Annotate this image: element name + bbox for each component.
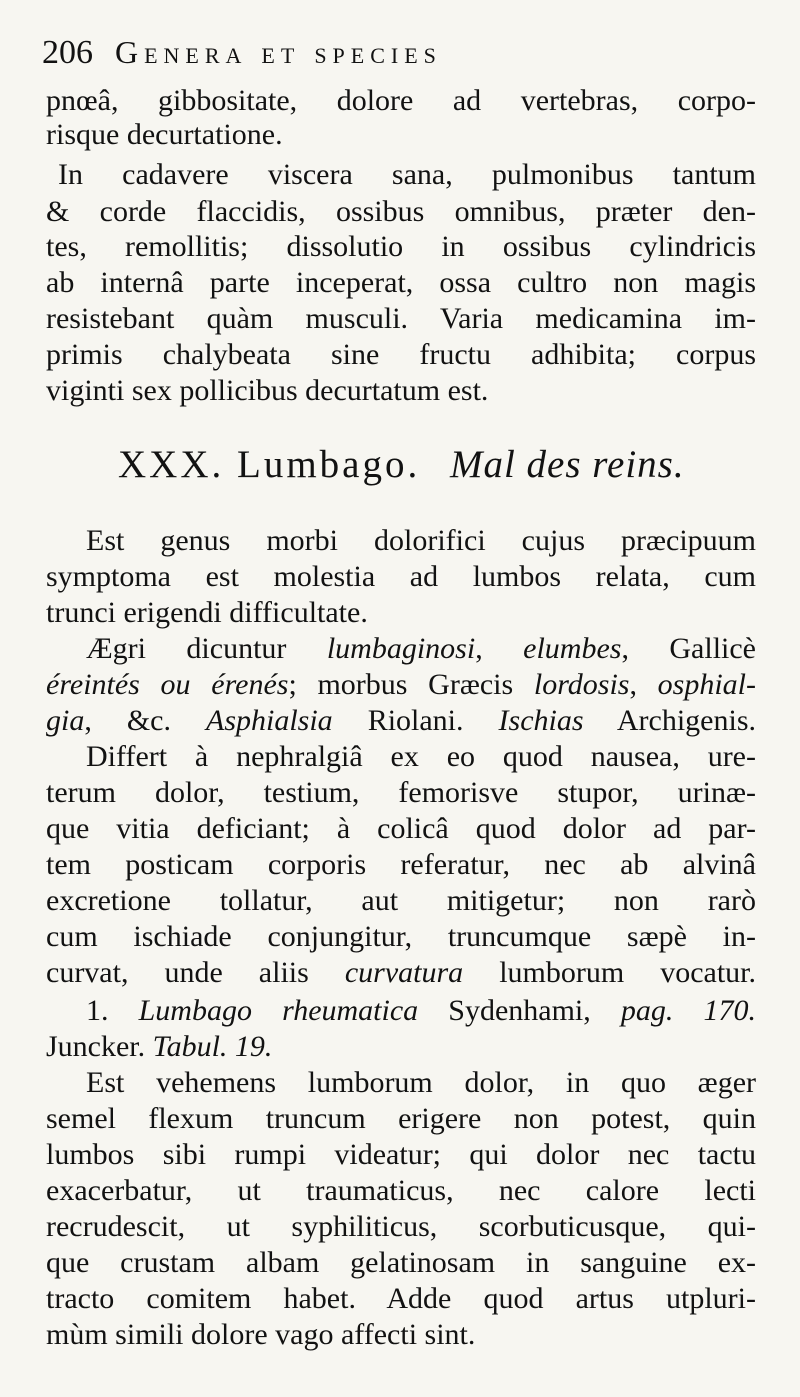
text-line: pnœâ, gibbositate, dolore ad vertebras, corpo- [46, 84, 756, 117]
text-line: symptoma est molestia ad lumbos relata, cum [46, 560, 756, 593]
text-line: trunci erigendi difficultate. [46, 596, 368, 629]
page-number: 206 [42, 34, 93, 71]
section-heading [118, 442, 685, 487]
text-line: tes, remollitis; dissolutio in ossibus cylindricis [46, 230, 756, 263]
running-title: Genera et species [115, 34, 442, 70]
text-line: resistebant quàm musculi. Varia medicamina im- [46, 302, 756, 335]
text-line: Differt à nephralgiâ ex eo quod nausea, ure- [86, 740, 756, 773]
text-line: terum dolor, testium, femorisve stupor, urinæ- [46, 776, 756, 809]
text-line: tem posticam corporis referatur, nec ab alvinâ [46, 848, 756, 881]
text-line: 1. Lumbago rheumatica Sydenhami, pag. 170. [86, 994, 756, 1027]
text-line: In cadavere viscera sana, pulmonibus tantum [58, 158, 756, 191]
text-line: curvat, unde aliis curvatura lumborum vocatur. [46, 956, 757, 989]
text-line: gia, &c. Asphialsia Riolani. Ischias Archigenis. [46, 704, 757, 737]
text-line: que crustam albam gelatinosam in sanguine ex- [46, 1246, 756, 1279]
text-line: excretione tollatur, aut mitigetur; non rarò [46, 884, 756, 917]
text-line: mùm simili dolore vago affecti sint. [46, 1318, 476, 1351]
text-line: viginti sex pollicibus decurtatum est. [46, 374, 489, 407]
text-line: risque decurtatione. [46, 118, 283, 151]
text-line: tracto comitem habet. Adde quod artus utpluri- [46, 1282, 756, 1315]
text-line: Juncker. Tabul. 19. [46, 1030, 273, 1063]
text-line: recrudescit, ut syphiliticus, scorbuticusque, qui- [46, 1210, 756, 1243]
text-line: & corde flaccidis, ossibus omnibus, præter den- [46, 195, 756, 228]
text-line: Est vehemens lumborum dolor, in quo æger [86, 1066, 756, 1099]
text-line: cum ischiade conjungitur, truncumque sæpè in- [46, 920, 756, 953]
text-line: Est genus morbi dolorifici cujus præcipuum [86, 524, 756, 557]
text-line: que vitia deficiant; à colicâ quod dolor ad par- [46, 812, 756, 845]
text-line: primis chalybeata sine fructu adhibita; corpus [46, 338, 756, 371]
text-line: éreintés ou érenés; morbus Græcis lordosis, osphial- [46, 668, 757, 701]
section-french-title: Mal des reins. [449, 443, 685, 486]
text-line: ab internâ parte inceperat, ossa cultro non magis [46, 266, 756, 299]
text-line: lumbos sibi rumpi videatur; qui dolor nec tactu [46, 1138, 756, 1171]
text-line: Ægri dicuntur lumbaginosi, elumbes, Gallicè [86, 632, 756, 665]
text-line: exacerbatur, ut traumaticus, nec calore lecti [46, 1174, 756, 1207]
text-line: semel flexum truncum erigere non potest, quin [46, 1102, 756, 1135]
section-title: XXX. Lumbago. [118, 443, 421, 486]
